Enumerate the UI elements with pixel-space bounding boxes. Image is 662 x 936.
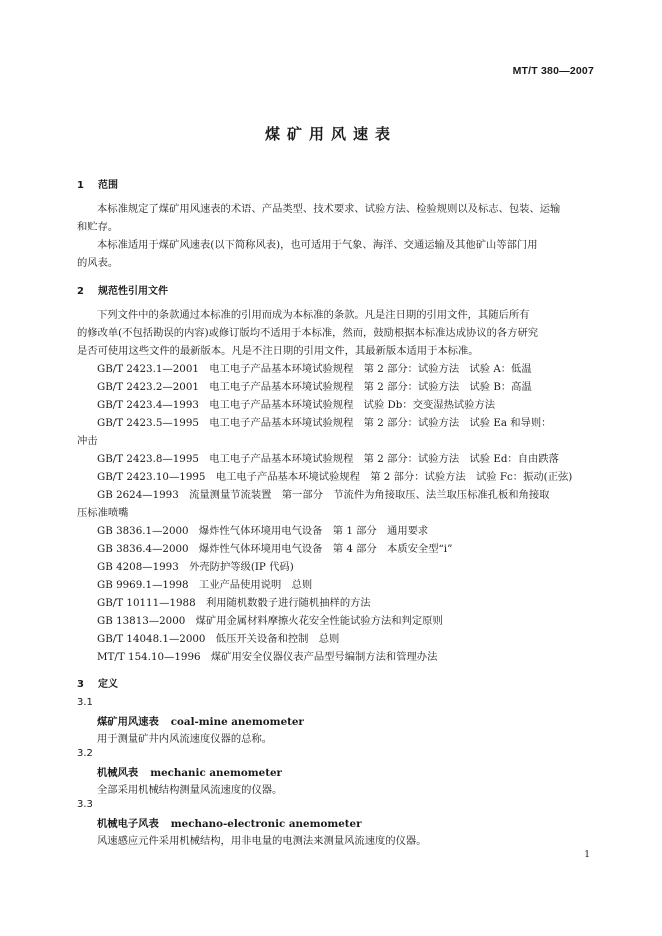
standard-number: MT/T 380—2007 — [512, 65, 594, 77]
reference-item: GB/T 2423.10—1995 电工电子产品基本环境试验规程 第 2 部分：试验方法 试验 Fc：振动(正弦) — [97, 471, 573, 483]
reference-item: GB/T 2423.8—1995 电工电子产品基本环境试验规程 第 2 部分：试验方法 试验 Ed：自由跌落 — [97, 453, 559, 465]
section-title: 范围 — [98, 180, 118, 191]
reference-item: GB/T 14048.1—2000 低压开关设备和控制 总则 — [97, 633, 340, 645]
reference-item-continuation: 冲击 — [77, 435, 98, 447]
paragraph-line: 本标准适用于煤矿风速表(以下简称风表)，也可适用于气象、海洋、交通运输及其他矿山等部门用 — [97, 239, 538, 251]
term-english: coal-mine anemometer — [170, 716, 304, 728]
term-definition: 风速感应元件采用机械结构，用非电量的电测法来测量风流速度的仪器。 — [97, 835, 427, 847]
term-chinese: 煤矿用风速表 — [97, 716, 159, 728]
term-definition: 全部采用机械结构测量风流速度的仪器。 — [97, 784, 283, 796]
term-heading — [97, 815, 362, 830]
term-english: mechano-electronic anemometer — [170, 818, 362, 830]
term-chinese: 机械风表 — [97, 767, 139, 779]
term-heading — [97, 713, 304, 728]
term-english: mechanic anemometer — [150, 767, 282, 779]
paragraph-line: 下列文件中的条款通过本标准的引用而成为本标准的条款。凡是注日期的引用文件，其随后所有 — [97, 309, 530, 321]
section-1-heading — [77, 176, 118, 191]
reference-item: GB 4208—1993 外壳防护等级(IP 代码) — [97, 561, 294, 573]
section-3-heading — [77, 675, 118, 690]
page-number: 1 — [584, 850, 590, 860]
paragraph-line: 和贮存。 — [77, 221, 119, 233]
section-number: 3 — [77, 679, 84, 690]
term-heading — [97, 764, 282, 779]
term-definition: 用于测量矿井内风流速度仪器的总称。 — [97, 733, 273, 745]
paragraph-line: 是否可使用这些文件的最新版本。凡是不注日期的引用文件，其最新版本适用于本标准。 — [77, 345, 479, 357]
paragraph-line: 的修改单(不包括勘误的内容)或修订版均不适用于本标准，然而，鼓励根据本标准达成协议的各方研究 — [77, 327, 539, 339]
reference-item: MT/T 154.10—1996 煤矿用安全仪器仪表产品型号编制方法和管理办法 — [97, 651, 438, 663]
reference-item: GB 3836.4—2000 爆炸性气体环境用电气设备 第 4 部分 本质安全型“i” — [97, 543, 453, 555]
reference-item: GB/T 2423.1—2001 电工电子产品基本环境试验规程 第 2 部分：试验方法 试验 A：低温 — [97, 363, 532, 375]
reference-item: GB 9969.1—1998 工业产品使用说明 总则 — [97, 579, 313, 591]
reference-item: GB 13813—2000 煤矿用金属材料摩擦火花安全性能试验方法和判定原则 — [97, 615, 443, 627]
section-2-heading — [77, 282, 168, 297]
paragraph-line: 的风表。 — [77, 257, 119, 269]
document-title: 煤矿用风速表 — [264, 125, 397, 143]
paragraph-line: 本标准规定了煤矿用风速表的术语、产品类型、技术要求、试验方法、检验规则以及标志、包装、运输 — [97, 203, 561, 215]
reference-item: GB 2624—1993 流量测量节流装置 第一部分 节流件为角接取压、法兰取压标准孔板和角接取 — [97, 489, 550, 501]
term-number: 3.2 — [77, 748, 93, 759]
reference-item: GB/T 10111—1988 利用随机数骰子进行随机抽样的方法 — [97, 597, 371, 609]
section-title: 定义 — [98, 679, 118, 690]
reference-item: GB/T 2423.4—1993 电工电子产品基本环境试验规程 试验 Db：交变湿热试验方法 — [97, 399, 496, 411]
term-number: 3.1 — [77, 697, 93, 708]
term-chinese: 机械电子风表 — [97, 818, 159, 830]
term-number: 3.3 — [77, 799, 93, 810]
reference-item-continuation: 压标准喷嘴 — [77, 507, 129, 519]
section-number: 1 — [77, 180, 84, 191]
reference-item: GB/T 2423.5—1995 电工电子产品基本环境试验规程 第 2 部分：试验方法 试验 Ea 和导则： — [97, 417, 552, 429]
section-number: 2 — [77, 286, 84, 297]
reference-item: GB 3836.1—2000 爆炸性气体环境用电气设备 第 1 部分 通用要求 — [97, 525, 429, 537]
section-title: 规范性引用文件 — [98, 286, 168, 297]
reference-item: GB/T 2423.2—2001 电工电子产品基本环境试验规程 第 2 部分：试验方法 试验 B：高温 — [97, 381, 532, 393]
